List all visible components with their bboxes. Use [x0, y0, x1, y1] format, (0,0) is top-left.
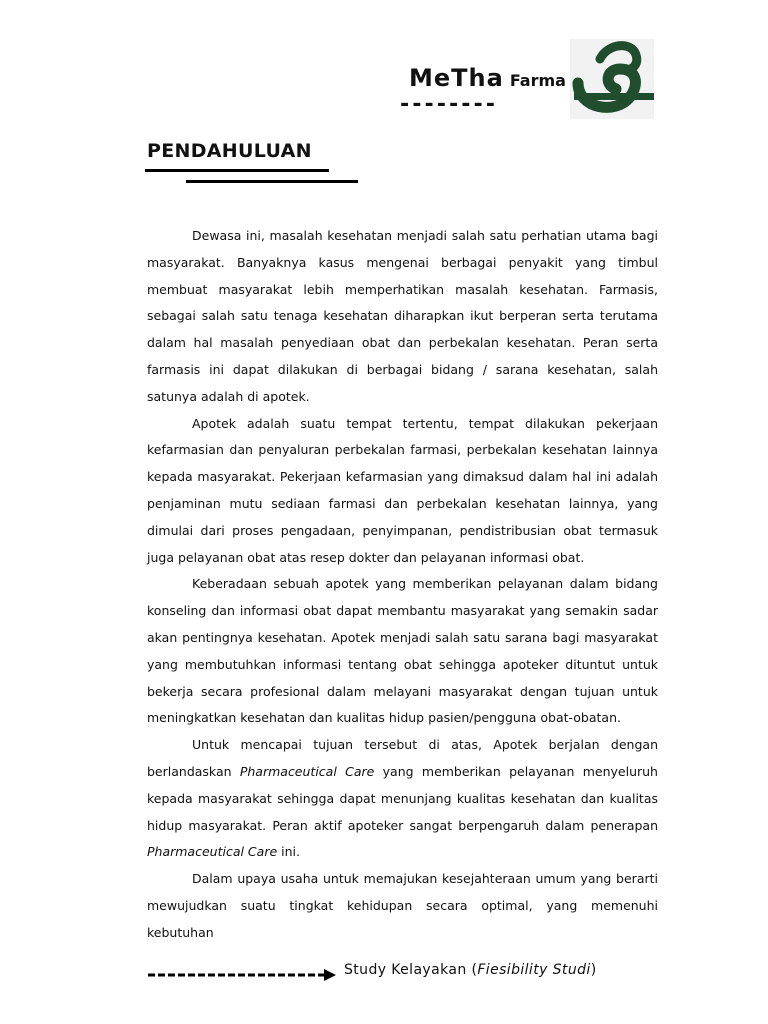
paragraph-4-italic-1: Pharmaceutical Care	[239, 763, 375, 779]
section-title: PENDAHULUAN	[147, 140, 312, 162]
pharmacy-logo-icon	[570, 39, 654, 119]
paragraph-5: Dalam upaya usaha untuk memajukan kesejahteraan umum yang berarti mewujudkan suatu tingkat kehidupan secara optimal, yang memenuhi kebutuhan	[147, 871, 658, 940]
header-brand	[409, 64, 566, 92]
title-underline-bottom	[186, 180, 358, 183]
brand-name: MeTha	[409, 64, 504, 92]
paragraph-4	[147, 732, 658, 866]
brand-dash: --------	[398, 92, 496, 117]
paragraph-3: Keberadaan sebuah apotek yang memberikan pelayanan dalam bidang konseling dan informasi obat dapat membantu masyarakat yang semakin sadar akan pentingnya kesehatan. Apotek menjadi salah satu sarana bagi masyarakat yang membutuhkan informasi tentang obat sehingga apoteker dituntut untuk bekerja secara profesional dalam melayani masyarakat dengan tujuan untuk meningkatkan kesehatan dan kualitas hidup pasien/pengguna obat-obatan.	[147, 576, 658, 726]
brand-sub: Farma	[509, 71, 566, 90]
footer-caption	[344, 962, 597, 978]
paragraph-1: Dewasa ini, masalah kesehatan menjadi salah satu perhatian utama bagi masyarakat. Banyaknya kasus mengenai berbagai penyakit yang timbul membuat masyarakat lebih memperhatikan masalah kesehatan. Farmasis, sebagai salah satu tenaga kesehatan diharapkan ikut berperan serta terutama dalam hal masalah penyediaan obat dan perbekalan kesehatan. Peran serta farmasis ini dapat dilakukan di berbagai bidang / sarana kesehatan, salah satunya adalah di apotek.	[147, 228, 658, 404]
paragraph-2: Apotek adalah suatu tempat tertentu, tempat dilakukan pekerjaan kefarmasian dan penyaluran perbekalan farmasi, perbekalan kesehatan lainnya kepada masyarakat. Pekerjaan kefarmasian yang dimaksud dalam hal ini adalah penjaminan mutu sediaan farmasi dan perbekalan kesehatan lainnya, yang dimulai dari proses pengadaan, penyimpanan, pendistribusian obat termasuk juga pelayanan obat atas resep dokter dan pelayanan informasi obat.	[147, 415, 658, 565]
paragraph-4-part-1: Untuk mencapai tujuan tersebut di atas, Apotek berjalan dengan berlandaskan	[147, 737, 658, 779]
paragraph-4-italic-2: Pharmaceutical Care	[147, 844, 278, 860]
footer-label-italic: Fiesibility Studi	[477, 962, 591, 978]
footer-label-close: )	[590, 962, 597, 978]
paragraph-4-part-3: ini.	[277, 844, 300, 860]
title-underline-top	[145, 169, 329, 172]
footer-arrow-icon	[148, 965, 338, 985]
paragraph-4-part-2: yang memberikan pelayanan menyeluruh kepada masyarakat sehingga dapat menunjang kualitas kesehatan dan kualitas hidup masyarakat. Peran aktif apoteker sangat berpengaruh dalam penerapan	[147, 763, 658, 833]
body-text	[147, 223, 658, 947]
footer-label: Study Kelayakan (	[344, 962, 478, 978]
